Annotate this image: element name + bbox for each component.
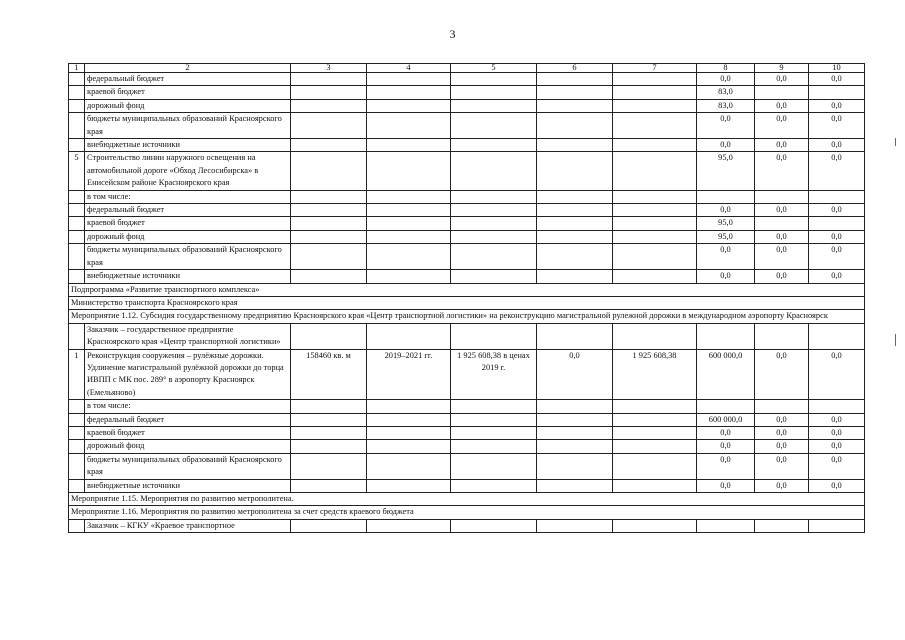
amount-cell: 0,0 xyxy=(809,440,865,453)
row-number-cell xyxy=(69,86,85,99)
value-cell: 158460 кв. м xyxy=(291,349,367,400)
value-cell xyxy=(367,113,451,139)
amount-cell xyxy=(809,400,865,413)
value-cell xyxy=(537,113,613,139)
amount-cell: 0,0 xyxy=(755,479,809,492)
section-row xyxy=(69,493,865,506)
row-number-cell xyxy=(69,73,85,86)
amount-cell: 95,0 xyxy=(697,230,755,243)
value-cell xyxy=(367,73,451,86)
amount-cell: 0,0 xyxy=(755,426,809,439)
value-cell xyxy=(291,230,367,243)
budget-line-row xyxy=(69,519,865,532)
value-cell xyxy=(291,139,367,152)
header-cell: 3 xyxy=(291,64,367,73)
row-number-cell xyxy=(69,113,85,139)
value-cell xyxy=(291,453,367,479)
header-cell: 6 xyxy=(537,64,613,73)
value-cell xyxy=(613,426,697,439)
amount-cell xyxy=(809,519,865,532)
value-cell xyxy=(613,400,697,413)
amount-cell xyxy=(697,400,755,413)
value-cell xyxy=(367,453,451,479)
value-cell xyxy=(537,400,613,413)
row-number-cell xyxy=(69,204,85,217)
amount-cell: 0,0 xyxy=(809,152,865,190)
description-cell: федеральный бюджет xyxy=(85,204,291,217)
value-cell xyxy=(537,453,613,479)
amount-cell: 0,0 xyxy=(697,426,755,439)
budget-line-row xyxy=(69,479,865,492)
item-row xyxy=(69,152,865,190)
amount-cell: 0,0 xyxy=(755,244,809,270)
value-cell xyxy=(451,479,537,492)
budget-line-row xyxy=(69,113,865,139)
value-cell xyxy=(367,440,451,453)
description-cell: федеральный бюджет xyxy=(85,73,291,86)
amount-cell: 0,0 xyxy=(755,230,809,243)
amount-cell: 600 000,0 xyxy=(697,413,755,426)
section-heading: Мероприятие 1.16. Мероприятия по развитию метрополитена за счет средств краевого бюджета xyxy=(69,506,865,519)
row-number-cell xyxy=(69,413,85,426)
value-cell xyxy=(613,204,697,217)
header-cell: 10 xyxy=(809,64,865,73)
value-cell xyxy=(291,400,367,413)
value-cell xyxy=(537,217,613,230)
amount-cell: 0,0 xyxy=(755,349,809,400)
section-row xyxy=(69,283,865,296)
description-cell: Реконструкция сооружения – рулёжные дорожки. Удлинение магистральной рулёжной дорожки до торца ИВПП с МК пос. 289° в аэропорту Красноярск (Емельяново) xyxy=(85,349,291,400)
value-cell xyxy=(367,152,451,190)
value-cell xyxy=(613,139,697,152)
amount-cell xyxy=(755,86,809,99)
section-heading: Мероприятие 1.12. Субсидия государственному предприятию Красноярского края «Центр транспортной логистики» на реконструкцию магистральной рулежной дорожки в международном аэропорту Красноярск xyxy=(69,310,865,323)
value-cell: 0,0 xyxy=(537,349,613,400)
value-cell xyxy=(291,99,367,112)
budget-line-row xyxy=(69,244,865,270)
value-cell xyxy=(367,270,451,283)
amount-cell: 0,0 xyxy=(755,453,809,479)
budget-line-row xyxy=(69,99,865,112)
header-row xyxy=(69,64,865,73)
amount-cell: 0,0 xyxy=(809,413,865,426)
amount-cell: 0,0 xyxy=(697,113,755,139)
row-number-cell xyxy=(69,426,85,439)
header-cell: 8 xyxy=(697,64,755,73)
value-cell xyxy=(367,86,451,99)
value-cell xyxy=(537,230,613,243)
amount-cell xyxy=(809,86,865,99)
row-number-cell xyxy=(69,244,85,270)
budget-line-row xyxy=(69,453,865,479)
budget-line-row xyxy=(69,204,865,217)
description-cell: бюджеты муниципальных образований Красноярского края xyxy=(85,453,291,479)
value-cell xyxy=(537,244,613,270)
budget-line-row xyxy=(69,190,865,203)
section-row xyxy=(69,296,865,309)
header-cell: 2 xyxy=(85,64,291,73)
value-cell xyxy=(613,519,697,532)
section-heading: Министерство транспорта Красноярского края xyxy=(69,296,865,309)
section-heading: Подпрограмма «Развитие транспортного комплекса» xyxy=(69,283,865,296)
value-cell xyxy=(613,413,697,426)
value-cell xyxy=(537,413,613,426)
value-cell xyxy=(291,323,367,349)
value-cell xyxy=(613,440,697,453)
value-cell xyxy=(451,426,537,439)
amount-cell: 0,0 xyxy=(697,139,755,152)
budget-line-row xyxy=(69,86,865,99)
value-cell xyxy=(537,519,613,532)
amount-cell xyxy=(809,190,865,203)
amount-cell xyxy=(755,400,809,413)
description-cell: краевой бюджет xyxy=(85,86,291,99)
amount-cell: 0,0 xyxy=(697,73,755,86)
amount-cell: 95,0 xyxy=(697,152,755,190)
amount-cell: 600 000,0 xyxy=(697,349,755,400)
value-cell xyxy=(613,152,697,190)
value-cell xyxy=(537,86,613,99)
description-cell: в том числе: xyxy=(85,190,291,203)
row-number-cell xyxy=(69,270,85,283)
value-cell xyxy=(367,426,451,439)
value-cell xyxy=(613,453,697,479)
value-cell xyxy=(451,217,537,230)
value-cell xyxy=(451,400,537,413)
description-cell: бюджеты муниципальных образований Красноярского края xyxy=(85,244,291,270)
amount-cell: 0,0 xyxy=(809,453,865,479)
value-cell xyxy=(537,190,613,203)
description-cell: краевой бюджет xyxy=(85,217,291,230)
amount-cell: 0,0 xyxy=(697,440,755,453)
amount-cell: 0,0 xyxy=(809,270,865,283)
row-number-cell xyxy=(69,323,85,349)
value-cell xyxy=(451,270,537,283)
description-cell: внебюджетные источники xyxy=(85,270,291,283)
amount-cell: 0,0 xyxy=(809,244,865,270)
budget-line-row xyxy=(69,230,865,243)
amount-cell xyxy=(755,323,809,349)
amount-cell: 0,0 xyxy=(697,204,755,217)
value-cell xyxy=(291,479,367,492)
description-cell: внебюджетные источники xyxy=(85,479,291,492)
header-cell: 5 xyxy=(451,64,537,73)
section-row xyxy=(69,310,865,323)
value-cell xyxy=(367,400,451,413)
section-row xyxy=(69,506,865,519)
row-number-cell xyxy=(69,479,85,492)
value-cell xyxy=(367,217,451,230)
budget-table xyxy=(68,63,865,533)
value-cell xyxy=(451,139,537,152)
value-cell xyxy=(367,204,451,217)
section-heading: Мероприятие 1.15. Мероприятия по развитию метрополитена. xyxy=(69,493,865,506)
amount-cell xyxy=(755,519,809,532)
value-cell xyxy=(613,99,697,112)
value-cell: 1 925 608,38 в ценах 2019 г. xyxy=(451,349,537,400)
value-cell xyxy=(451,323,537,349)
amount-cell: 0,0 xyxy=(809,113,865,139)
budget-line-row xyxy=(69,139,865,152)
value-cell xyxy=(291,413,367,426)
value-cell xyxy=(537,152,613,190)
value-cell xyxy=(537,440,613,453)
value-cell: 1 925 608,38 xyxy=(613,349,697,400)
budget-line-row xyxy=(69,400,865,413)
budget-line-row xyxy=(69,426,865,439)
header-cell: 7 xyxy=(613,64,697,73)
amount-cell: 0,0 xyxy=(755,152,809,190)
value-cell xyxy=(537,323,613,349)
value-cell xyxy=(291,190,367,203)
budget-line-row xyxy=(69,217,865,230)
value-cell xyxy=(451,190,537,203)
value-cell xyxy=(451,152,537,190)
row-number-cell: 5 xyxy=(69,152,85,190)
value-cell xyxy=(367,99,451,112)
amount-cell: 0,0 xyxy=(755,204,809,217)
value-cell xyxy=(367,230,451,243)
amount-cell xyxy=(755,190,809,203)
value-cell xyxy=(613,270,697,283)
value-cell xyxy=(451,244,537,270)
amount-cell: 0,0 xyxy=(755,270,809,283)
value-cell xyxy=(291,113,367,139)
table-body xyxy=(69,64,865,533)
amount-cell: 0,0 xyxy=(809,204,865,217)
value-cell xyxy=(613,113,697,139)
value-cell xyxy=(537,204,613,217)
amount-cell: 0,0 xyxy=(809,479,865,492)
amount-cell: 0,0 xyxy=(697,244,755,270)
row-number-cell xyxy=(69,440,85,453)
value-cell xyxy=(367,519,451,532)
value-cell xyxy=(451,73,537,86)
value-cell xyxy=(537,270,613,283)
row-number-cell xyxy=(69,453,85,479)
value-cell xyxy=(537,73,613,86)
value-cell xyxy=(537,479,613,492)
value-cell xyxy=(291,204,367,217)
value-cell xyxy=(613,323,697,349)
value-cell xyxy=(451,453,537,479)
value-cell xyxy=(291,270,367,283)
header-cell: 1 xyxy=(69,64,85,73)
amount-cell: 0,0 xyxy=(809,426,865,439)
value-cell xyxy=(451,519,537,532)
value-cell xyxy=(367,479,451,492)
amount-cell: 0,0 xyxy=(755,413,809,426)
value-cell xyxy=(451,113,537,139)
value-cell xyxy=(451,86,537,99)
description-cell: внебюджетные источники xyxy=(85,139,291,152)
value-cell: 2019–2021 гг. xyxy=(367,349,451,400)
row-number-cell xyxy=(69,519,85,532)
value-cell xyxy=(367,413,451,426)
description-cell: дорожный фонд xyxy=(85,230,291,243)
value-cell xyxy=(451,413,537,426)
amount-cell xyxy=(809,323,865,349)
value-cell xyxy=(451,440,537,453)
row-number-cell xyxy=(69,99,85,112)
amount-cell xyxy=(809,217,865,230)
value-cell xyxy=(613,217,697,230)
value-cell xyxy=(613,73,697,86)
amount-cell: 0,0 xyxy=(697,453,755,479)
amount-cell xyxy=(697,323,755,349)
amount-cell: 0,0 xyxy=(755,139,809,152)
value-cell xyxy=(537,139,613,152)
value-cell xyxy=(291,217,367,230)
value-cell xyxy=(537,426,613,439)
description-cell: бюджеты муниципальных образований Красноярского края xyxy=(85,113,291,139)
row-number-cell xyxy=(69,139,85,152)
value-cell xyxy=(291,86,367,99)
description-cell: в том числе: xyxy=(85,400,291,413)
row-number-cell: 1 xyxy=(69,349,85,400)
value-cell xyxy=(613,86,697,99)
budget-line-row xyxy=(69,323,865,349)
description-cell: федеральный бюджет xyxy=(85,413,291,426)
budget-line-row xyxy=(69,413,865,426)
item-row xyxy=(69,349,865,400)
description-cell: краевой бюджет xyxy=(85,426,291,439)
amount-cell: 0,0 xyxy=(755,99,809,112)
amount-cell: 0,0 xyxy=(697,479,755,492)
value-cell xyxy=(291,244,367,270)
row-number-cell xyxy=(69,217,85,230)
value-cell xyxy=(451,204,537,217)
budget-line-row xyxy=(69,73,865,86)
value-cell xyxy=(291,519,367,532)
amount-cell: 0,0 xyxy=(755,73,809,86)
page-number: 3 xyxy=(449,27,456,41)
budget-line-row xyxy=(69,440,865,453)
header-cell: 4 xyxy=(367,64,451,73)
description-cell: дорожный фонд xyxy=(85,99,291,112)
row-number-cell xyxy=(69,190,85,203)
value-cell xyxy=(367,190,451,203)
amount-cell: 0,0 xyxy=(809,139,865,152)
value-cell xyxy=(291,426,367,439)
value-cell xyxy=(613,230,697,243)
header-cell: 9 xyxy=(755,64,809,73)
margin-mark xyxy=(895,138,896,146)
amount-cell: 0,0 xyxy=(809,99,865,112)
margin-mark xyxy=(895,334,896,346)
amount-cell xyxy=(755,217,809,230)
amount-cell: 83,0 xyxy=(697,99,755,112)
budget-line-row xyxy=(69,270,865,283)
amount-cell xyxy=(697,519,755,532)
amount-cell: 95,0 xyxy=(697,217,755,230)
value-cell xyxy=(367,139,451,152)
value-cell xyxy=(367,244,451,270)
value-cell xyxy=(291,440,367,453)
value-cell xyxy=(613,244,697,270)
value-cell xyxy=(291,73,367,86)
description-cell: Заказчик – государственное предприятие Красноярского края «Центр транспортной логистики» xyxy=(85,323,291,349)
value-cell xyxy=(291,152,367,190)
row-number-cell xyxy=(69,230,85,243)
amount-cell: 0,0 xyxy=(809,349,865,400)
value-cell xyxy=(451,99,537,112)
value-cell xyxy=(451,230,537,243)
amount-cell: 0,0 xyxy=(809,230,865,243)
description-cell: Строительство линии наружного освещения на автомобильной дороге «Обход Лесосибирска» в Енисейском районе Красноярского края xyxy=(85,152,291,190)
amount-cell: 0,0 xyxy=(755,113,809,139)
row-number-cell xyxy=(69,400,85,413)
amount-cell: 0,0 xyxy=(755,440,809,453)
value-cell xyxy=(367,323,451,349)
value-cell xyxy=(537,99,613,112)
amount-cell xyxy=(697,190,755,203)
value-cell xyxy=(613,479,697,492)
amount-cell: 0,0 xyxy=(697,270,755,283)
amount-cell: 0,0 xyxy=(809,73,865,86)
value-cell xyxy=(613,190,697,203)
description-cell: дорожный фонд xyxy=(85,440,291,453)
amount-cell: 83,0 xyxy=(697,86,755,99)
description-cell: Заказчик – КГКУ «Краевое транспортное xyxy=(85,519,291,532)
